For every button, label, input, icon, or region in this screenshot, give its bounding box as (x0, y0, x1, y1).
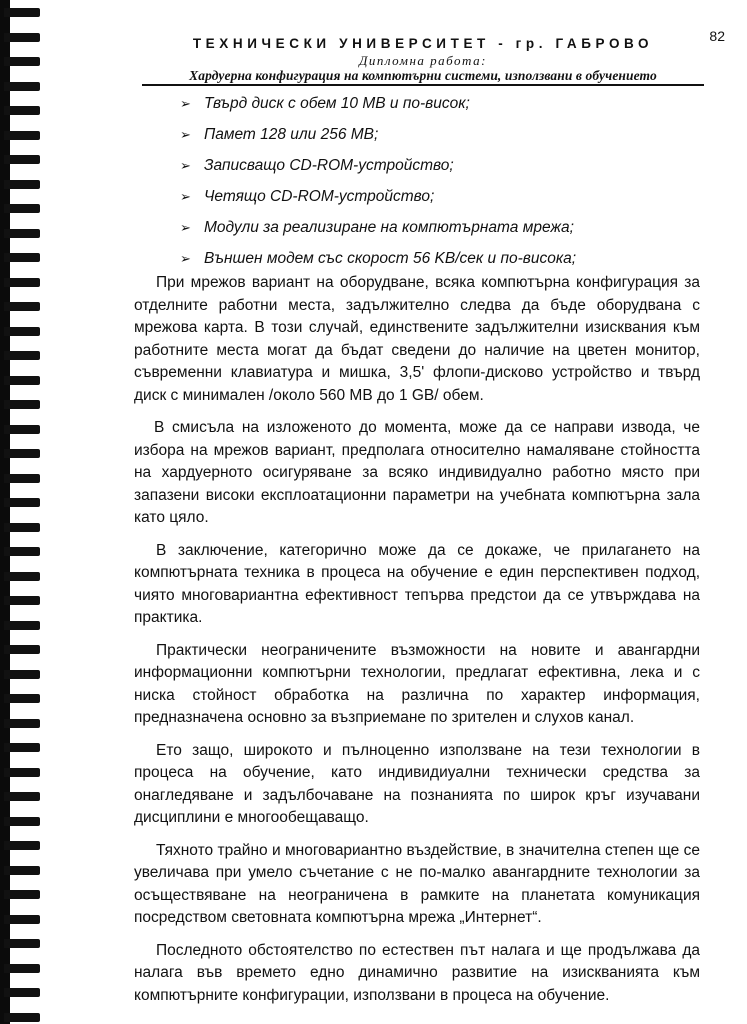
binding-ring (4, 229, 40, 238)
list-item-text: Памет 128 или 256 MB; (204, 126, 379, 143)
list-item (180, 219, 700, 250)
binding-ring (4, 572, 40, 581)
binding-ring (4, 204, 40, 213)
list-item-text: Външен модем със скорост 56 KB/сек и по-висока; (204, 250, 577, 267)
binding-ring (4, 621, 40, 630)
binding-ring (4, 82, 40, 91)
binding-ring (4, 890, 40, 899)
binding-ring (4, 498, 40, 507)
binding-ring (4, 155, 40, 164)
binding-ring (4, 596, 40, 605)
arrow-bullet-icon: ➢ (180, 189, 191, 204)
binding-ring (4, 376, 40, 385)
binding-ring (4, 670, 40, 679)
binding-ring (4, 106, 40, 115)
binding-ring (4, 8, 40, 17)
spiral-binding (0, 0, 40, 1024)
paragraph: Последното обстоятелство по естествен път налага и ще продължава да налага във времето едно динамично развитие на изискванията към компютърните конфигурации, използвани в процеса на обучение. (134, 941, 700, 1004)
paragraph: Тяхното трайно и многовариантно въздействие, в значителна степен ще се увеличава при умело съчетание с не по-малко авангардните технологии за осъществяване на неограничена в рамките на планетата комуникация посредством световната компютърна мрежа „Интернет“. (134, 841, 700, 926)
binding-ring (4, 131, 40, 140)
requirements-list (180, 95, 700, 281)
binding-ring (4, 351, 40, 360)
binding-ring (4, 302, 40, 311)
binding-ring (4, 1013, 40, 1022)
binding-ring (4, 449, 40, 458)
body-text (134, 272, 700, 1017)
binding-ring (4, 327, 40, 336)
binding-ring (4, 939, 40, 948)
binding-ring (4, 743, 40, 752)
list-item (180, 95, 700, 126)
university-name: ТЕХНИЧЕСКИ УНИВЕРСИТЕТ - гр. ГАБРОВО (192, 36, 654, 51)
binding-ring (4, 841, 40, 850)
thesis-label: Дипломна работа: (359, 53, 487, 68)
binding-ring (4, 523, 40, 532)
paragraph: Практически неограничените възможности на новите и авангардни информационни компютърни технологии, предлагат ефективна, лека и с ниска стойност обработка на различна по характер информация, предназначена основно за възприемане по зрителен и слухов канал. (134, 641, 700, 726)
list-item (180, 157, 700, 188)
binding-ring (4, 180, 40, 189)
arrow-bullet-icon: ➢ (180, 251, 191, 266)
binding-ring (4, 474, 40, 483)
paragraph: В смисъла на изложеното до момента, може да се направи извода, че избора на мрежов вариант, предполага относително намаляване стойността на хардуерното осигуряване за всяко индивидуално работно място при запазени високи експлоатационни параметри на учебната компютърна зала като цяло. (134, 419, 700, 526)
arrow-bullet-icon: ➢ (180, 220, 191, 235)
paragraph: Ето защо, широкото и пълноценно използване на тези технологии в процеса на обучение, като индивидиуални технически средства за онагледяване и задълбочаване на познанията по широк кръг изучавани дисциплини е многообещаващо. (134, 741, 700, 826)
binding-ring (4, 253, 40, 262)
binding-ring (4, 915, 40, 924)
binding-ring (4, 694, 40, 703)
arrow-bullet-icon: ➢ (180, 158, 191, 173)
list-item-text: Твърд диск с обем 10 MB и по-висок; (204, 95, 470, 112)
list-item-text: Четящо CD-ROM-устройство; (204, 188, 435, 205)
binding-ring (4, 425, 40, 434)
binding-ring (4, 866, 40, 875)
binding-ring (4, 719, 40, 728)
list-item-text: Модули за реализиране на компютърната мрежа; (204, 219, 574, 236)
binding-ring (4, 547, 40, 556)
list-item (180, 188, 700, 219)
arrow-bullet-icon: ➢ (180, 96, 191, 111)
list-item (180, 126, 700, 157)
binding-ring (4, 278, 40, 287)
binding-ring (4, 964, 40, 973)
binding-ring (4, 400, 40, 409)
list-item-text: Записващо CD-ROM-устройство; (204, 157, 454, 174)
paragraph: При мрежов вариант на оборудване, всяка компютърна конфигурация за отделните работни места, задължително следва да бъде оборудвана с мрежова карта. В този случай, единствените задължителни изисквания към работните места могат да бъдат сведени до наличие на цветен монитор, съвременни клавиатура и мишка, 3,5' флопи-дисково устройство и твърд диск с минимален /около 560 MB до 1 GB/ обем. (134, 274, 700, 404)
binding-ring (4, 645, 40, 654)
binding-ring (4, 33, 40, 42)
page-number: 82 (709, 28, 725, 44)
binding-ring (4, 792, 40, 801)
arrow-bullet-icon: ➢ (180, 127, 191, 142)
binding-ring (4, 817, 40, 826)
thesis-title: Хардуерна конфигурация на компютърни системи, използвани в обучението (189, 68, 657, 83)
binding-ring (4, 988, 40, 997)
paragraph: В заключение, категорично може да се докаже, че прилагането на компютърната техника в процеса на обучение е един перспективен подход, чиято многовариантна ефективност тепърва предстои да се утвърждава на практика. (134, 541, 700, 626)
header-divider (142, 84, 704, 86)
binding-ring (4, 768, 40, 777)
binding-ring (4, 57, 40, 66)
page-header (142, 36, 704, 86)
